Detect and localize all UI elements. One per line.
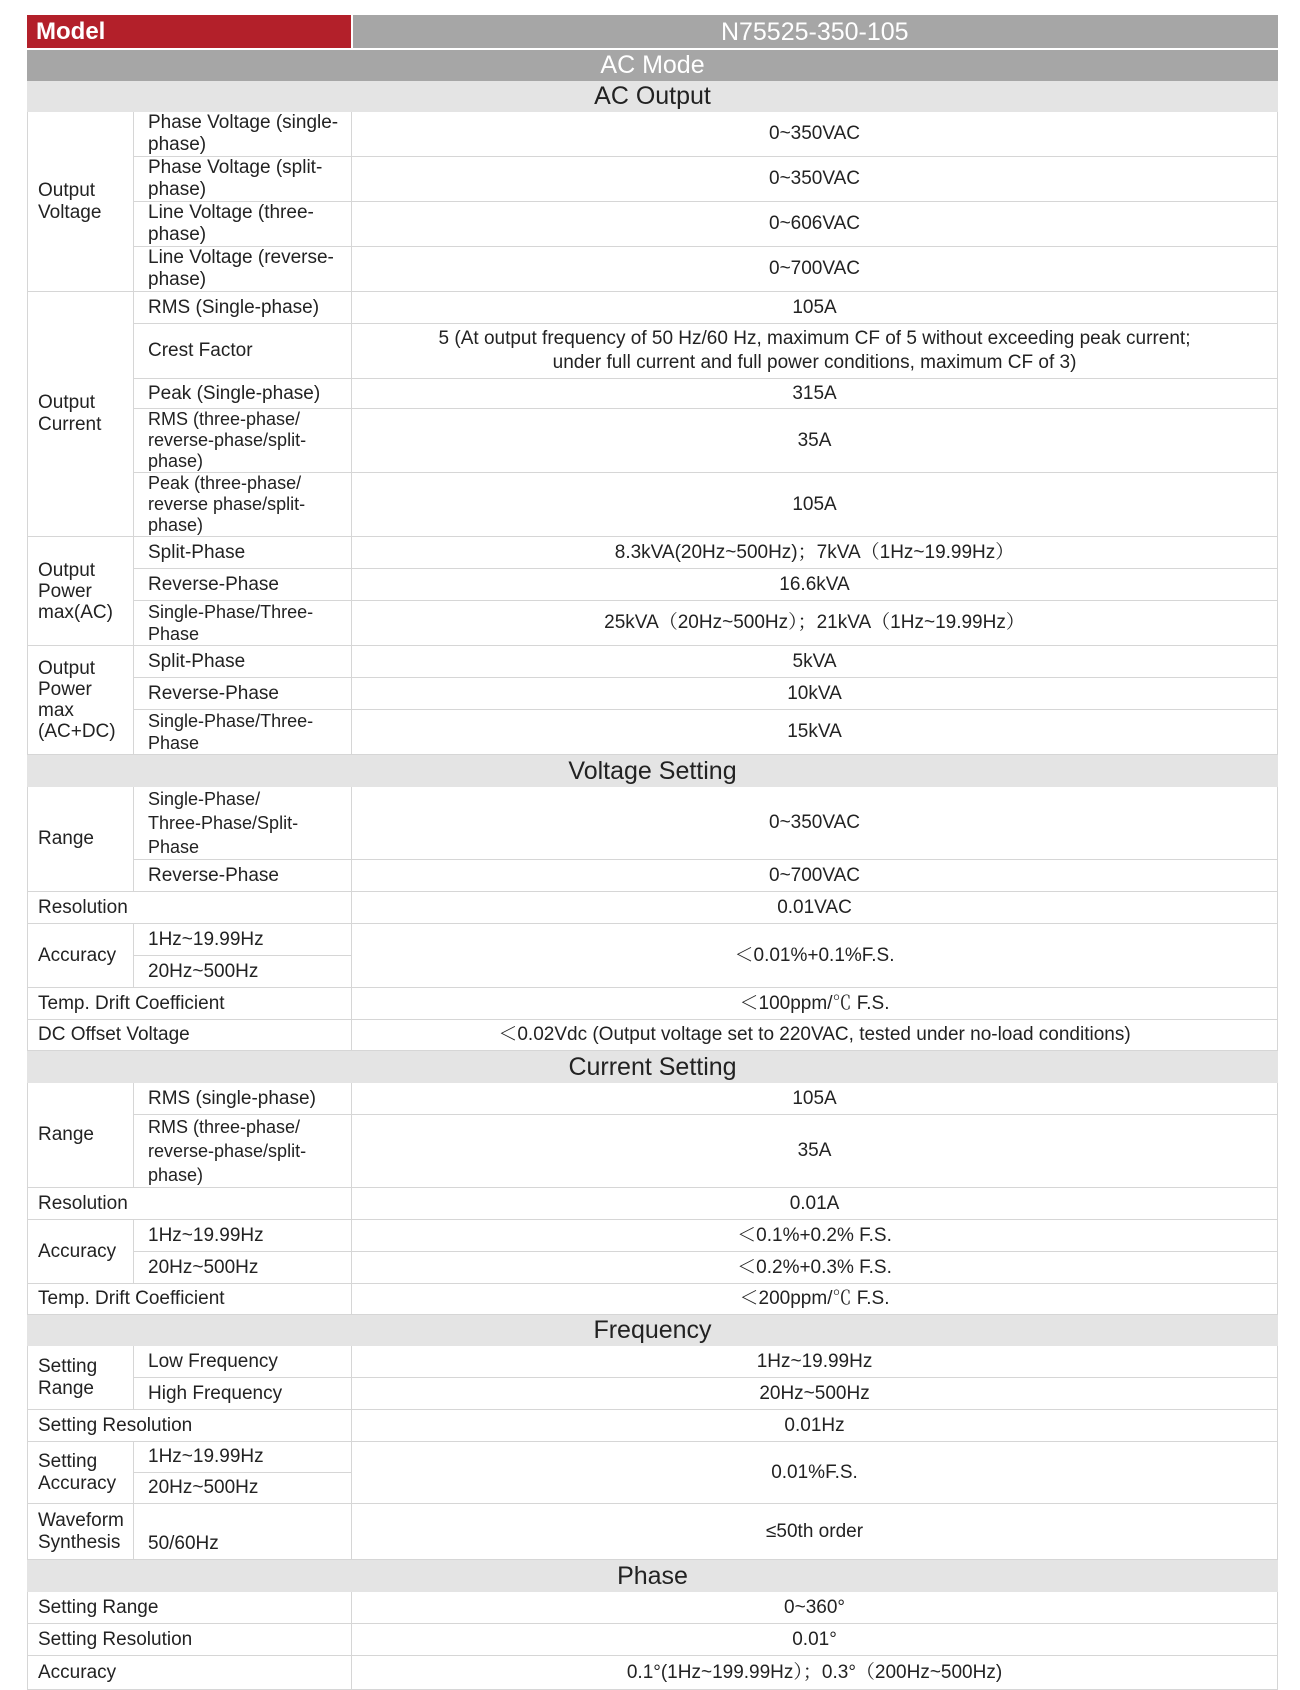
- row-label: 1Hz~19.99Hz: [134, 924, 352, 956]
- model-row: [28, 16, 1278, 49]
- row-label: 20Hz~500Hz: [134, 1252, 352, 1284]
- table-row: [28, 924, 1278, 956]
- group-voltage-range: [28, 787, 134, 892]
- row-label: Phase Voltage (split-phase): [134, 157, 352, 202]
- row-value: 20Hz~500Hz: [352, 1378, 1278, 1410]
- mode-row: [28, 49, 1278, 81]
- table-row: [28, 646, 1278, 678]
- section-title-current-setting: Current Setting: [28, 1051, 1278, 1083]
- row-label: Resolution: [28, 1188, 352, 1220]
- group-label: Range: [38, 1124, 94, 1145]
- table-row: [28, 1220, 1278, 1252]
- row-label: DC Offset Voltage: [28, 1020, 352, 1051]
- row-label: 1Hz~19.99Hz: [134, 1442, 352, 1473]
- row-value: 35A: [352, 1115, 1278, 1188]
- group-label: Accuracy: [38, 1240, 117, 1262]
- row-value: 0~606VAC: [352, 202, 1278, 247]
- row-value: ＜0.01%+0.1%F.S.: [352, 924, 1278, 988]
- table-row: [28, 1378, 1278, 1410]
- group-output-voltage: [28, 112, 134, 292]
- row-label: Setting Resolution: [28, 1410, 352, 1442]
- row-value: ＜200ppm/℃ F.S.: [352, 1284, 1278, 1315]
- row-value: ＜0.1%+0.2% F.S.: [352, 1220, 1278, 1252]
- row-label: Peak (Single-phase): [134, 379, 352, 409]
- row-value: 0.01%F.S.: [352, 1442, 1278, 1504]
- row-value: 1Hz~19.99Hz: [352, 1346, 1278, 1378]
- row-label: Phase Voltage (single-phase): [134, 112, 352, 157]
- table-row: [28, 112, 1278, 157]
- row-value: ＜0.02Vdc (Output voltage set to 220VAC, tested under no-load conditions): [352, 1020, 1278, 1051]
- group-label: Output Voltage: [38, 179, 102, 223]
- group-frequency-accuracy: [28, 1442, 134, 1504]
- table-row: [28, 247, 1278, 292]
- row-value: 105A: [352, 292, 1278, 324]
- table-row: [28, 1188, 1278, 1220]
- table-row: [28, 860, 1278, 892]
- group-frequency-range: [28, 1346, 134, 1410]
- section-header: [28, 1315, 1278, 1346]
- row-value: 0~700VAC: [352, 860, 1278, 892]
- group-current-range: [28, 1083, 134, 1188]
- row-label: 20Hz~500Hz: [134, 956, 352, 988]
- table-row: [28, 1504, 1278, 1560]
- table-row: [28, 292, 1278, 324]
- row-value: 0.1°(1Hz~199.99Hz）；0.3°（200Hz~500Hz): [352, 1656, 1278, 1690]
- table-row: [28, 409, 1278, 473]
- group-output-power-ac: [28, 537, 134, 646]
- table-row: [28, 157, 1278, 202]
- row-value: 105A: [352, 473, 1278, 537]
- group-output-power-acdc: [28, 646, 134, 755]
- row-label: RMS (three-phase/ reverse-phase/split-phase): [134, 1115, 352, 1188]
- section-title-ac-output: AC Output: [28, 81, 1278, 112]
- table-row: [28, 324, 1278, 379]
- table-row: [28, 1592, 1278, 1624]
- row-value: ≤50th order: [352, 1504, 1278, 1560]
- group-label: Accuracy: [38, 944, 117, 966]
- row-value: 5kVA: [352, 646, 1278, 678]
- row-label: Peak (three-phase/ reverse phase/split-phase): [134, 473, 352, 537]
- row-label: Resolution: [28, 892, 352, 924]
- row-value: 0.01A: [352, 1188, 1278, 1220]
- table-row: [28, 1020, 1278, 1051]
- table-row: [28, 473, 1278, 537]
- table-row: [28, 678, 1278, 710]
- row-label: Single-Phase/ Three-Phase/Split-Phase: [134, 787, 352, 860]
- table-row: [28, 988, 1278, 1020]
- row-value: ＜100ppm/℃ F.S.: [352, 988, 1278, 1020]
- row-label: Crest Factor: [134, 324, 352, 379]
- group-waveform: [28, 1504, 134, 1560]
- row-label: Line Voltage (reverse-phase): [134, 247, 352, 292]
- group-voltage-accuracy: [28, 924, 134, 988]
- row-value: 0~700VAC: [352, 247, 1278, 292]
- row-label: RMS (three-phase/ reverse-phase/split-phase): [134, 409, 352, 473]
- row-label: 1Hz~19.99Hz: [134, 1220, 352, 1252]
- model-label: Model: [28, 16, 352, 49]
- table-row: [28, 601, 1278, 646]
- table-row: [28, 1083, 1278, 1115]
- table-row: [28, 1252, 1278, 1284]
- row-value: 15kVA: [352, 710, 1278, 755]
- row-value: 35A: [352, 409, 1278, 473]
- row-value: 315A: [352, 379, 1278, 409]
- table-row: [28, 787, 1278, 860]
- row-value: 0~350VAC: [352, 157, 1278, 202]
- table-row: [28, 710, 1278, 755]
- row-label: 50/60Hz: [134, 1504, 352, 1560]
- section-title-voltage-setting: Voltage Setting: [28, 755, 1278, 787]
- table-row: [28, 569, 1278, 601]
- row-value: 105A: [352, 1083, 1278, 1115]
- row-label: Split-Phase: [134, 537, 352, 569]
- group-label: Output Power max(AC): [38, 559, 113, 623]
- row-label: Temp. Drift Coefficient: [28, 1284, 352, 1315]
- row-value: ＜0.2%+0.3% F.S.: [352, 1252, 1278, 1284]
- group-label: Waveform Synthesis: [38, 1509, 124, 1553]
- group-label: Output Power max (AC+DC): [38, 658, 116, 742]
- row-label: RMS (single-phase): [134, 1083, 352, 1115]
- row-label: Low Frequency: [134, 1346, 352, 1378]
- table-row: [28, 1410, 1278, 1442]
- row-value: 8.3kVA(20Hz~500Hz)；7kVA（1Hz~19.99Hz）: [352, 537, 1278, 569]
- row-value: 0.01°: [352, 1624, 1278, 1656]
- group-label: Output Current: [38, 392, 102, 435]
- row-label: Line Voltage (three-phase): [134, 202, 352, 247]
- table-row: [28, 202, 1278, 247]
- section-header: [28, 1560, 1278, 1592]
- group-output-current: [28, 292, 134, 537]
- row-label: Temp. Drift Coefficient: [28, 988, 352, 1020]
- row-value: 0.01VAC: [352, 892, 1278, 924]
- row-value: 25kVA（20Hz~500Hz）；21kVA（1Hz~19.99Hz）: [352, 601, 1278, 646]
- table-row: [28, 1442, 1278, 1473]
- row-label: 20Hz~500Hz: [134, 1473, 352, 1504]
- row-label: Accuracy: [28, 1656, 352, 1690]
- mode-title: AC Mode: [28, 49, 1278, 81]
- row-label: Reverse-Phase: [134, 569, 352, 601]
- row-label: Split-Phase: [134, 646, 352, 678]
- section-header: [28, 755, 1278, 787]
- row-label: Reverse-Phase: [134, 678, 352, 710]
- group-label: Setting Range: [38, 1355, 98, 1399]
- group-label: Setting Accuracy: [38, 1450, 117, 1494]
- row-value: 0~350VAC: [352, 112, 1278, 157]
- section-header: [28, 1051, 1278, 1083]
- row-value: 0.01Hz: [352, 1410, 1278, 1442]
- group-label: Range: [38, 828, 94, 849]
- row-value: 0~360°: [352, 1592, 1278, 1624]
- table-row: [28, 1346, 1278, 1378]
- row-value: 0~350VAC: [352, 787, 1278, 860]
- table-row: [28, 1284, 1278, 1315]
- table-row: [28, 379, 1278, 409]
- row-label: Reverse-Phase: [134, 860, 352, 892]
- section-header: [28, 81, 1278, 112]
- table-row: [28, 537, 1278, 569]
- row-label: High Frequency: [134, 1378, 352, 1410]
- model-value: N75525-350-105: [352, 16, 1278, 49]
- section-title-frequency: Frequency: [28, 1315, 1278, 1346]
- row-label: Single-Phase/Three-Phase: [134, 601, 352, 646]
- spec-table: [27, 15, 1278, 1690]
- table-row: [28, 892, 1278, 924]
- table-row: [28, 1656, 1278, 1690]
- row-label: Setting Resolution: [28, 1624, 352, 1656]
- row-value: 10kVA: [352, 678, 1278, 710]
- row-label: Single-Phase/Three-Phase: [134, 710, 352, 755]
- table-row: [28, 1624, 1278, 1656]
- row-label: Setting Range: [28, 1592, 352, 1624]
- group-current-accuracy: [28, 1220, 134, 1284]
- table-row: [28, 1115, 1278, 1188]
- row-value: 5 (At output frequency of 50 Hz/60 Hz, maximum CF of 5 without exceeding peak current; under full current and full power conditions, maximum CF of 3): [352, 324, 1278, 379]
- row-value: 16.6kVA: [352, 569, 1278, 601]
- section-title-phase: Phase: [28, 1560, 1278, 1592]
- row-label: RMS (Single-phase): [134, 292, 352, 324]
